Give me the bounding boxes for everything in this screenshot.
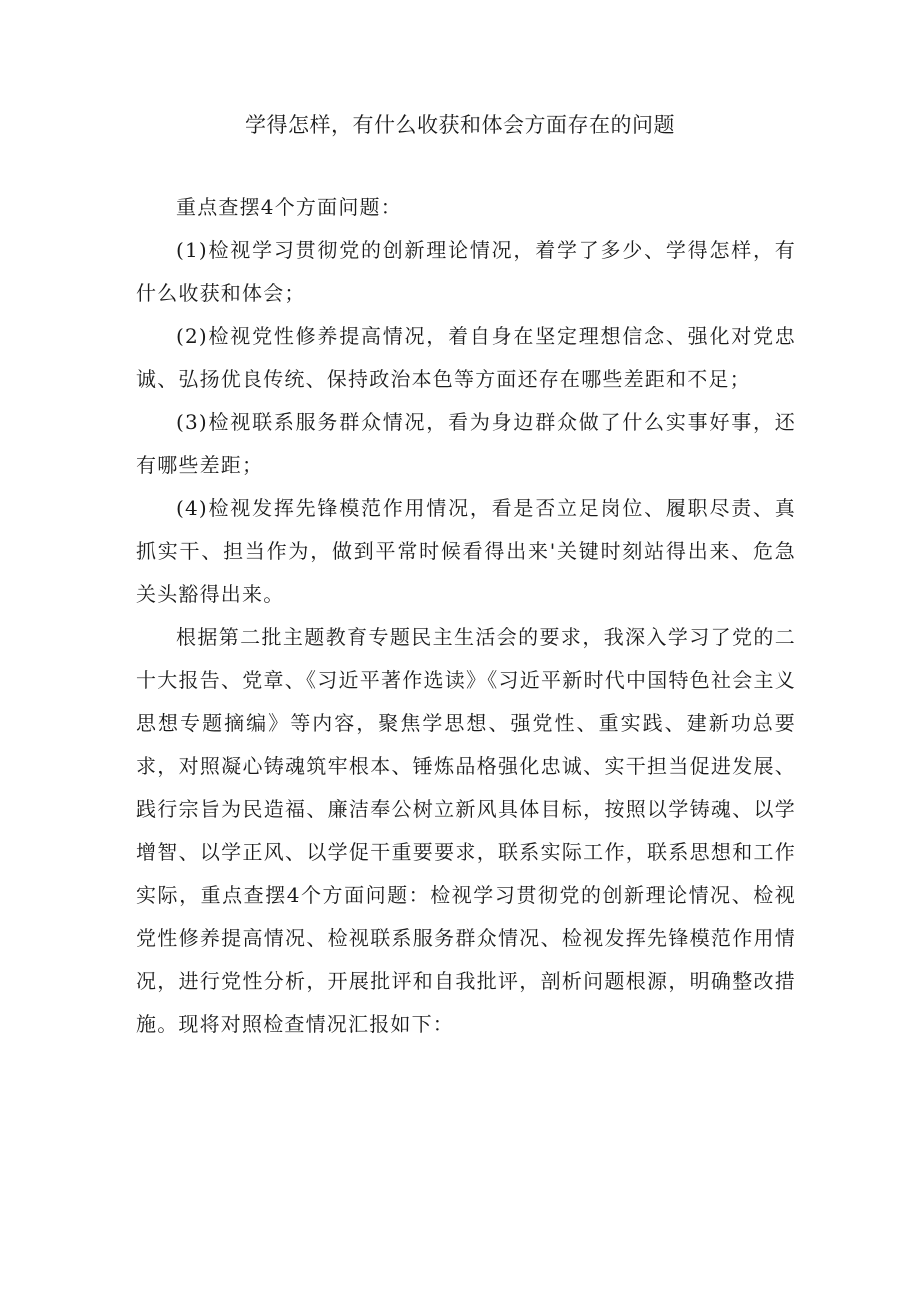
paragraph-item-2: (2)检视党性修养提高情况，着自身在坚定理想信念、强化对党忠诚、弘扬优良传统、保持政治本色等方面还存在哪些差距和不足； xyxy=(136,324,796,391)
document-title: 学得怎样，有什么收获和体会方面存在的问题 xyxy=(245,113,675,137)
paragraph-intro: 重点查摆4个方面问题： xyxy=(176,195,402,219)
paragraph-item-3: (3)检视联系服务群众情况，看为身边群众做了什么实事好事，还有哪些差距； xyxy=(136,410,796,477)
document-body xyxy=(136,186,796,1046)
paragraph-summary: 根据第二批主题教育专题民主生活会的要求，我深入学习了党的二十大报告、党章、《习近平著作选读》《习近平新时代中国特色社会主义思想专题摘编》等内容，聚焦学思想、强党性、重实践、建新功总要求，对照凝心铸魂筑牢根本、锤炼品格强化忠诚、实干担当促进发展、践行宗旨为民造福、廉洁奉公树立新风具体目标，按照以学铸魂、以学增智、以学正风、以学促干重要要求，联系实际工作，联系思想和工作实际，重点查摆4个方面问题：检视学习贯彻党的创新理论情况、检视党性修养提高情况、检视联系服务群众情况、检视发挥先锋模范作用情况，进行党性分析，开展批评和自我批评，剖析问题根源，明确整改措施。现将对照检查情况汇报如下： xyxy=(136,625,796,1036)
paragraph-item-1: (1)检视学习贯彻党的创新理论情况，着学了多少、学得怎样，有什么收获和体会； xyxy=(136,238,796,305)
paragraph-item-4: (4)检视发挥先锋模范作用情况，看是否立足岗位、履职尽责、真抓实干、担当作为，做到平常时候看得出来'关键时刻站得出来、危急关头豁得出来。 xyxy=(136,496,796,606)
